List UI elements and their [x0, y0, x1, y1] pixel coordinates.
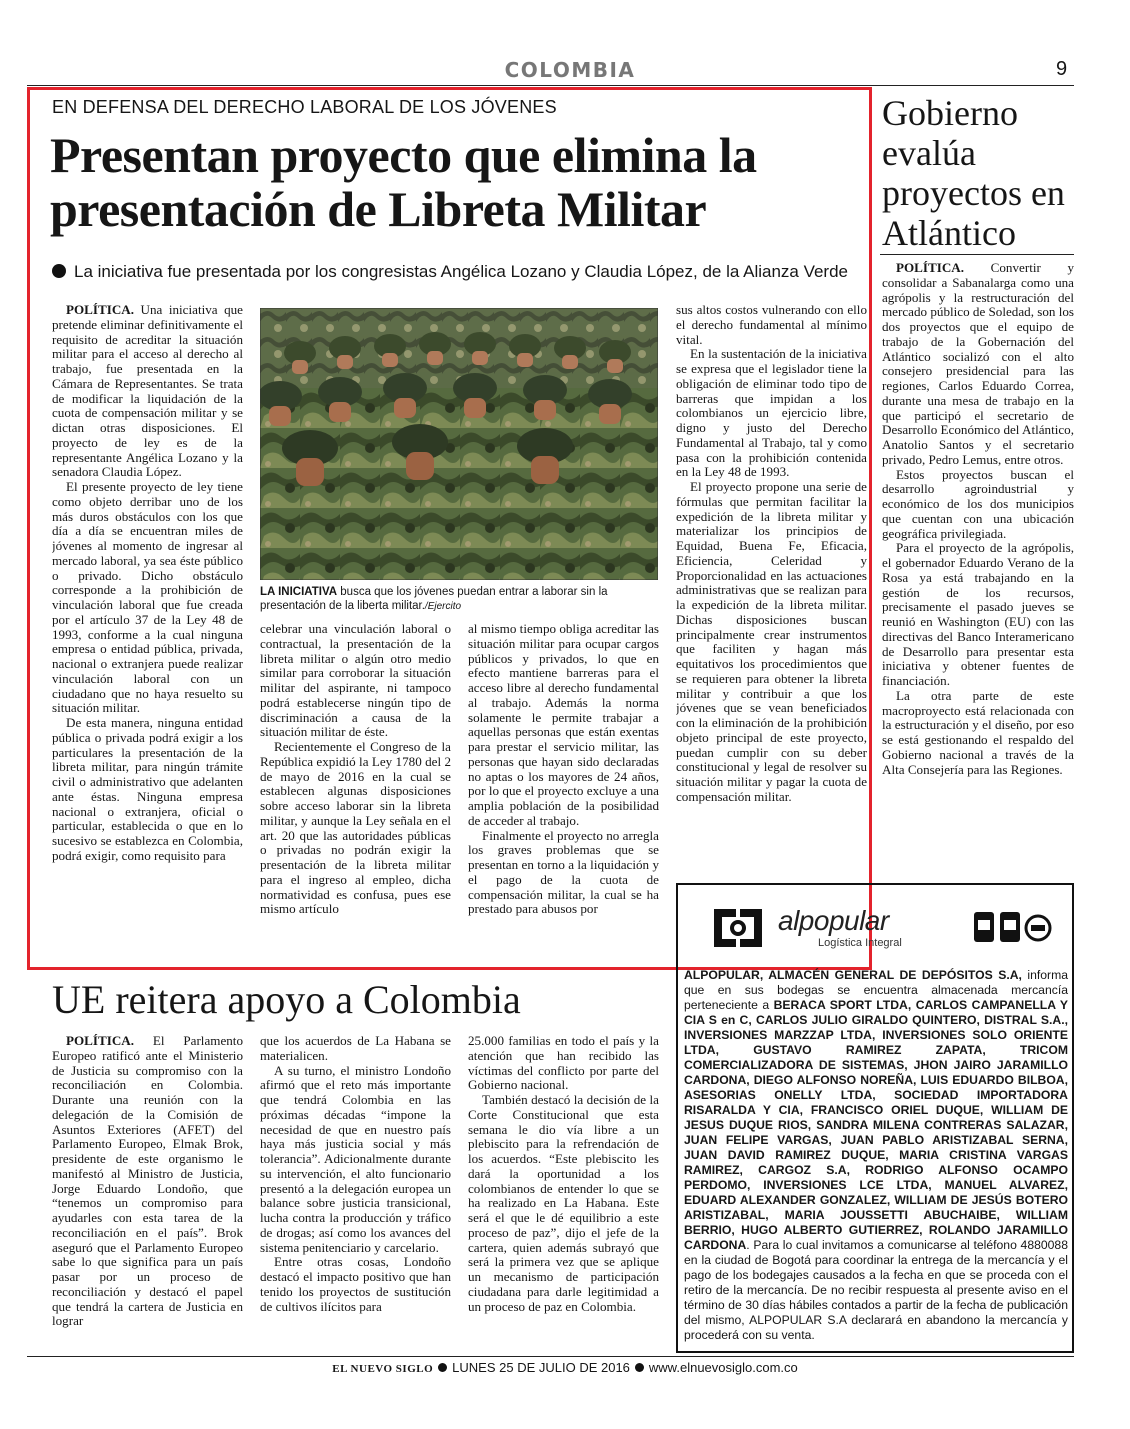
alpopular-logo	[708, 903, 908, 957]
paragraph: Finalmente el proyecto no arregla los graves problemas que se presentan en torno a la liquidación y el pago de la cuota de compensación militar, la cual se ha prestado para abusos por	[468, 827, 659, 917]
main-column-2	[260, 622, 451, 964]
article-summary	[52, 262, 882, 282]
paragraph: El presente proyecto de ley tiene como objeto derribar uno de los más duros obstáculos con los que día a día se encuentran miles de jóvenes al momento de ingresar al mercado laboral, ya sea éste público o privado. Dicho obstáculo corresponde a la prohibición de vinculación laboral que fue creada por el artículo 37 de la Ley 48 de 1993, conforme a la cual ninguna empresa o entidad pública, privada, nacional o extranjera puede realizar vinculación laboral con un ciudadano que no haya resuelto su situación militar.	[52, 479, 243, 716]
soldiers-photo	[260, 308, 658, 580]
paragraph: Recientemente el Congreso de la República expidió la Ley 1780 del 2 de mayo de 2016 en la cual se establecen algunas disposiciones sobre acceso laborar sin la libreta militar, y aunque la Ley señala en el art. 20 que las autoridades públicas o privadas no podrán exigir la presentación de la libreta militar para el ingreso al empleo, dicha normatividad es confusa, pues ese mismo artículo	[260, 739, 451, 917]
paragraph: En la sustentación de la iniciativa se expresa que el legislador tiene la obligación de eliminar todo tipo de barreras que impidan a los colombianos un ejercicio libre, digno y justo del Derecho Fundamental al Trabajo, tal y como pasa con la prohibición contenida en la Ley 48 de 1993.	[676, 346, 867, 480]
brand-tagline: Logística Integral	[818, 937, 902, 949]
side-article-body	[882, 261, 1074, 861]
bullet-icon	[52, 264, 66, 278]
paragraph: que los acuerdos de La Habana se materialicen.	[260, 1034, 451, 1063]
paragraph: El proyecto propone una serie de fórmulas que permitan facilitar la expedición de la libreta militar y materializar los principios de Equidad, Buena Fe, Eficacia, Eficiencia, Celeridad y Proporcionalidad en las actuaciones administrativas que se realizan para la expedición de la libreta militar. Dichas disposiciones buscan principalmente crear instrumentos que faciliten y hagan más equitativos los procedimientos que se requieren para obtener la libreta militar y contribuir a que los jóvenes que se vean beneficiados con la eliminación de la prohibición objeto principal de este proyecto, puedan cumplir con su deber constitucional y legal de resolver su situación militar y pagar la cuota de compensación militar.	[676, 479, 867, 804]
ue-article-headline: UE reitera apoyo a Colombia	[52, 977, 521, 1022]
main-column-3	[468, 622, 659, 964]
bullet-icon	[635, 1363, 644, 1372]
paragraph: al mismo tiempo obliga acreditar las situación militar para ocupar cargos públicos y privados, lo que en efecto mantiene barreras para el acceso libre al derecho fundamental al trabajo. Además la norma solamente le permite trabajar a aquellas personas que están exentas para prestar el servicio militar, las personas que hayan sido declaradas no aptas o los mayores de 24 años, por lo que el proyecto excluye a una amplia población de la posibilidad de acceder al trabajo.	[468, 622, 659, 828]
article-headline: Presentan proyecto que elimina la presentación de Libreta Militar	[50, 127, 757, 237]
certification-badge-icons	[972, 910, 1052, 946]
ad-company: ALPOPULAR, ALMACÉN GENERAL DE DEPÓSITOS S.A,	[684, 968, 1022, 982]
ue-column-2	[260, 1034, 451, 1352]
brand-name: alpopular	[778, 905, 889, 936]
footer-paper-name: EL NUEVO SIGLO	[332, 1363, 434, 1375]
main-column-4	[676, 303, 867, 855]
main-column-1	[52, 303, 243, 963]
paragraph: sus altos costos vulnerando con ello el derecho fundamental al mínimo vital.	[676, 303, 867, 347]
ue-column-3	[468, 1034, 659, 1352]
caption-credit: /Ejercito	[424, 601, 462, 612]
side-rule	[880, 254, 1074, 255]
ad-names: BERACA SPORT LTDA, CARLOS CAMPANELLA Y CIA S en C, CARLOS JULIO GIRALDO QUINTERO, DISTRAL S.A., INVERSIONES MARZZAP LTDA, INVERSIONES SOLO ORIENTE LTDA, GUSTAVO RAMIREZ ZAPATA, TRICOM COMERCIALIZADORA DE SISTEMAS, JHON JAIRO JARAMILLO CARDONA, DIEGO ALFONSO NOREÑA, LUIS EDUARDO BILBOA, ASESORIAS ONELLY LTDA, SOCIEDAD IMPORTADORA RISARALDA Y CIA, FRANCISCO ORIEL DUQUE, WILLIAM DE JESUS DUQUE RIOS, SANDRA MILENA CONTRERAS SALAZAR, JUAN FELIPE VARGAS, JUAN PABLO ARISTIZABAL SERNA, JUAN DAVID RAMIREZ DUQUE, MARIA CRISTINA VARGAS RAMIREZ, CARGOZ S.A, RODRIGO ALFONSO OCAMPO PERDOMO, INVERSIONES LCE LTDA, MANUEL ALVAREZ, EDUARD ALEXANDER GONZALEZ, WILLIAM DE JESÚS BOTERO ARISTIZABAL, MARIA JOUSSETTI ABUCHAIBE, WILLIAM BERRIO, HUGO ALBERTO GUTIERREZ, ROLANDO JARAMILLO CARDONA	[684, 998, 1068, 1252]
summary-text: La iniciativa fue presentada por los congresistas Angélica Lozano y Claudia López, de la Alianza Verde	[74, 262, 849, 281]
ad-body: . Para lo cual invitamos a comunicarse al teléfono 4880088 en la ciudad de Bogotá para coordinar la entrega de la mercancía y el pago de los bodegajes causados a la fecha en que se proceda con el retiro de la mercancía. De no recibir respuesta al presente aviso en el término de 30 días hábiles contados a partir de la fecha de publicación del mismo,	[684, 1238, 1068, 1327]
kicker: POLÍTICA.	[66, 1034, 135, 1048]
paragraph: Para el proyecto de la agrópolis, el gobernador Eduardo Verano de la Rosa ya está trabajando en la gestión de los recursos, precisamente el pasado jueves se reunió en Washington (EU) con las directivas del Banco Interamericano de Desarrollo para presentar esta iniciativa y obtener fuentes de financiación.	[882, 540, 1074, 688]
paragraph: También destacó la decisión de la Corte Constitucional que esta semana le dio vía libre a un plebiscito para la refrendación de los acuerdos. “Este plebiscito les dará la oportunidad a los colombianos de entender lo que se ha realizado en La Habana. Este será el que le dé equilibrio a este proceso de paz”, dijo el jefe de la cartera, quien además subrayó que será la primera vez que se aplique un mecanismo de participación ciudadana para darle legitimidad a un proceso de paz en Colombia.	[468, 1092, 659, 1314]
header-rule	[27, 85, 1074, 86]
footer-date: LUNES 25 DE JULIO DE 2016	[452, 1360, 630, 1375]
section-name: COLOMBIA	[504, 58, 636, 82]
paragraph: El Parlamento Europeo ratificó ante el Ministerio de Justicia su compromiso con la reconciliación en Colombia. Durante una reunión con la delegación de la Comisión de Asuntos Exteriores (AFET) del Parlamento Europeo, Elmak Brok, presidente de este organismo le manifestó al Ministro de Justicia, Jorge Eduardo Londoño, que “tenemos un compromiso para ayudarles con esta tarea de la reconciliación en el país”. Brok aseguró que el Parlamento Europeo sabe lo que significa para un país pasar por un proceso de reconciliación y destacó el papel que tendrá la cartera de Justicia en lograr	[52, 1034, 243, 1329]
soldiers-photo-image	[260, 308, 658, 580]
ad-notice-text	[684, 968, 1068, 1343]
footer-url: www.elnuevosiglo.com.co	[648, 1360, 798, 1375]
paragraph: Convertir y consolidar a Sabanalarga como una agrópolis y la restructuración del mercado público de Soledad, son los dos proyectos que el equipo de trabajo de la Gobernación del Atlántico socializó con el alto consejero presidencial para las regiones, Carlos Eduardo Correa, durante una mesa de trabajo en la que participó el secretario de Desarrollo Económico del Atlántico, Anatolio Santos y el secretario privado, Pedro Lemus, entre otros.	[882, 261, 1074, 467]
paragraph: Entre otras cosas, Londoño destacó el impacto positivo que han tenido los proyectos de sustitución de cultivos ilícitos para	[260, 1254, 451, 1314]
paragraph: 25.000 familias en todo el país y la atención que han recibido las víctimas del conflicto por parte del Gobierno nacional.	[468, 1034, 659, 1093]
certification-badges	[972, 910, 1052, 946]
side-article-headline: Gobierno evalúa proyectos en Atlántico	[882, 93, 1065, 253]
page-footer	[0, 1360, 1130, 1375]
kicker: POLÍTICA.	[896, 261, 965, 275]
caption-lead: LA INICIATIVA	[260, 586, 338, 598]
paragraph: La otra parte de este macroproyecto está relacionada con la estructuración y el diseño, por eso se está gestionando el respaldo del Gobierno nacional a través de la Alta Consejería para las Regiones.	[882, 687, 1074, 777]
ad-body-end: ALPOPULAR S.A declarará en abandono la mercancía y procederá con su venta.	[684, 1313, 1068, 1342]
paragraph: Estos proyectos buscan el desarrollo agroindustrial y económico de los dos municipios que cuentan con una ubicación geográfica privilegiada.	[882, 466, 1074, 541]
photo-caption	[260, 585, 658, 614]
paragraph: A su turno, el ministro Londoño afirmó que el reto más importante que tendrá Colombia en las próximas décadas “impone la necesidad de que en nuestro país haya más justicia social y más tolerancia”. Adicionalmente durante su intervención, el alto funcionario presentó a la delegación europea un balance sobre justicia transicional, lucha contra la producción y tráfico de drogas; así como los avances del sistema penitenciario y carcelario.	[260, 1062, 451, 1255]
bullet-icon	[438, 1363, 447, 1372]
paragraph: Una iniciativa que pretende eliminar definitivamente el requisito de acreditar la situación militar para el acceso al derecho al trabajo, fue presentada en la Cámara de Representantes. Se trata de modificar la liquidación de la cuota de compensación militar y se dictan otras disposiciones. El proyecto de ley es de la representante Angélica Lozano y la senadora Claudia López.	[52, 303, 243, 480]
ue-column-1	[52, 1034, 243, 1352]
paragraph: celebrar una vinculación laboral o contractual, la presentación de la libreta militar o algún otro medio similar para corroborar la situación militar del aspirante, ni tampoco podrá establecerse ningún tipo de discriminación a causa de la situación militar de éste.	[260, 622, 451, 740]
kicker: POLÍTICA.	[66, 303, 135, 317]
caption-text: busca que los jóvenes puedan entrar a laborar sin la presentación de la liberta militar.	[260, 586, 608, 612]
alpopular-logo-icon	[708, 903, 768, 953]
footer-rule	[27, 1356, 1074, 1357]
article-supertitle: EN DEFENSA DEL DERECHO LABORAL DE LOS JÓVENES	[52, 97, 557, 117]
page-number: 9	[1056, 58, 1068, 80]
paragraph: De esta manera, ninguna entidad pública o privada podrá exigir a los particulares la presentación de la libreta militar, para ningún trámite civil o administrativo que adelanten ante éstas. Ninguna empresa nacional o extranjera, oficial o particular, establecida o que en lo sucesivo se establezca en Colombia, podrá exigir, como requisito para	[52, 715, 243, 863]
ad-intro: informa que en sus bodegas se encuentra almacenada mercancía perteneciente a	[684, 968, 1069, 1012]
